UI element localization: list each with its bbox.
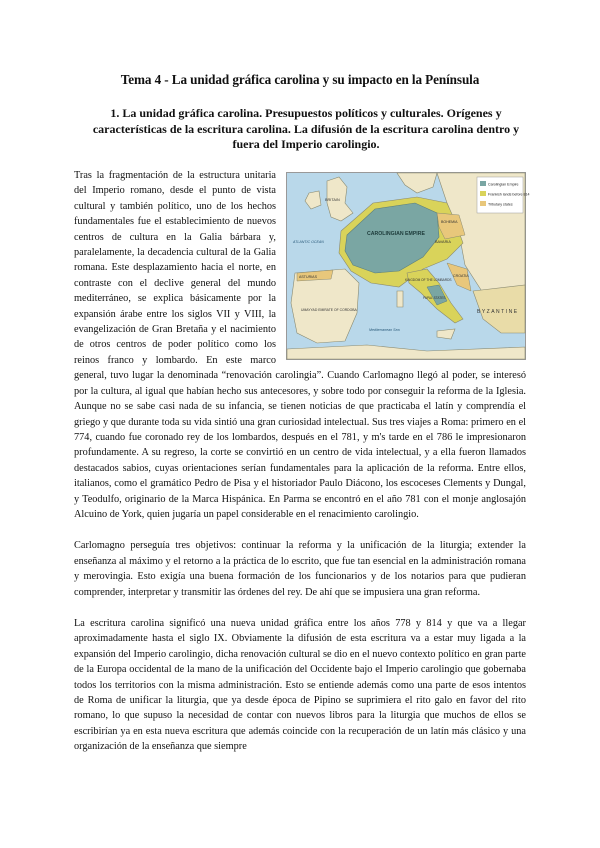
legend-swatch-tributary (480, 201, 486, 206)
section-heading: 1. La unidad gráfica carolina. Presupuestos políticos y culturales. Orígenes y características de la escritura carolina. La difusión de la escritura carolina dentro y fuera del Imperio carolingio. (92, 106, 520, 152)
map-label-medsea: Mediterranean Sea (369, 328, 400, 332)
map-label-atlantic: ATLANTIC OCEAN (293, 240, 324, 244)
map-label-bohemia: BOHEMIA (441, 220, 458, 224)
page-title: Tema 4 - La unidad gráfica carolina y su impacto en la Península (120, 72, 480, 87)
paragraph-1 (74, 168, 530, 522)
map-graphic (287, 173, 530, 359)
map-label-cordoba: UMAYYAD EMIRATE OF CORDOBA (301, 308, 357, 312)
map-label-bavaria: BAVARIA (435, 240, 451, 244)
map-corsica (397, 291, 403, 307)
map-label-papal: PAPAL STATES (423, 296, 446, 300)
paragraph-3: La escritura carolina significó una nueva unidad gráfica entre los años 778 y 814 y que va a llegar aproximadamente hasta el siglo IX. Obviamente la difusión de esta escritura va a estar muy ligada a la expansión del Imperio carolingio, dicha renovación cultural se dio en el nuevo contexto político en gran parte de la Europa occidental de la mano de la unificación del Occidente bajo el Imperio carolingio que gobernaba todos los territorios con la misma administración. Esto se entiende además como una parte de esos intentos de Roma de unificar la liturgia, que ya desde época de Pipino se suprimiera el rito galo en favor del rito romano, lo que supuso la necesidad de contar con nuevos libros para la liturgia que muchos de ellos se escribirían ya en esta nueva escritura que además coincide con la recuperación de un latín más clásico y una organización de la enseñanza que siempre (74, 617, 526, 753)
paragraph-1-text: Tras la fragmentación de la estructura unitaria del Imperio romano, desde el punto de vista cultural y también político, uno de los hechos fundamentales fue el establecimiento de nuevos centros de cultura en la Galia bárbara y, paralelamente, la decadencia cultural de la Galia romana. Este desplazamiento hacia el norte, en contraste con el declive general del mundo mediterráneo, se explica básicamente por la expansión árabe entre los siglos VII y VIII, la evangelización de Gran Bretaña y el nacimiento de otros centros de poder político como los reinos franco y lombardo. En este marco general, tuvo lugar la denominada “renovación carolingia”. Cuando Carlomagno llegó al poder, se interesó por la cultura, al igual que habían hecho sus antecesores, y sobre todo por conseguir la reforma de la Iglesia. Aunque no se sabe casi nada de su infancia, se tienen noticias de que practicaba el latín y comprendía el griego y que durante toda su vida sintió una gran curiosidad intelectual. Sus tres viajes a Roma: primero en el 774, cuando fue coronado rey de los lombardos, después en el 781, y m's tarde en el 786 le impresionaron profundamente. A su regreso, la corte se convirtió en un centro de vida intelectual, y a ella fueron llamados destacados sabios, cuyas orientaciones serían fundamentales para la aplicación de la reforma. Entre ellos, italianos, como el gramático Pedro de Pisa y el historiador Paulo Diácono, los escoceses Clements y Dungal, y Teodulfo, originario de la Marca Hispánica. En Parma se encontró en el año 781 con el monje anglosajón Alcuino de York, quien jugaría un papel considerable en el renacimiento carolingio. (74, 170, 526, 520)
carolingian-empire-map (286, 172, 530, 360)
map-label-byzantine: BYZANTINE (477, 309, 519, 315)
map-label-empire: CAROLINGIAN EMPIRE (367, 231, 425, 237)
map-label-lombards: KINGDOM OF THE LOMBARDS (405, 278, 452, 282)
legend-tributary: Tributary states (488, 202, 513, 207)
paragraph-2: Carlomagno perseguía tres objetivos: continuar la reforma y la unificación de la liturgia; extender la enseñanza al máximo y el retorno a la práctica de lo escrito, que fue tan esencial en la administración romana y merovingia. Esto exigía una buena formación de los funcionarios y de los notarios para que pudieran comprender, interpretar y transmitir las órdenes del rey. De ahí que se impusiera una gran reforma. (74, 540, 526, 598)
legend-frankish: Frankish lands before 814 (488, 192, 530, 197)
map-label-britain: BRITAIN (325, 198, 340, 202)
document-body (74, 168, 530, 771)
legend-swatch-empire (480, 181, 486, 186)
legend-empire: Carolingian Empire (488, 182, 519, 187)
map-label-asturias: ASTURIAS (299, 275, 317, 279)
legend-swatch-frankish (480, 191, 486, 196)
map-label-croatia: CROATIA (453, 274, 469, 278)
